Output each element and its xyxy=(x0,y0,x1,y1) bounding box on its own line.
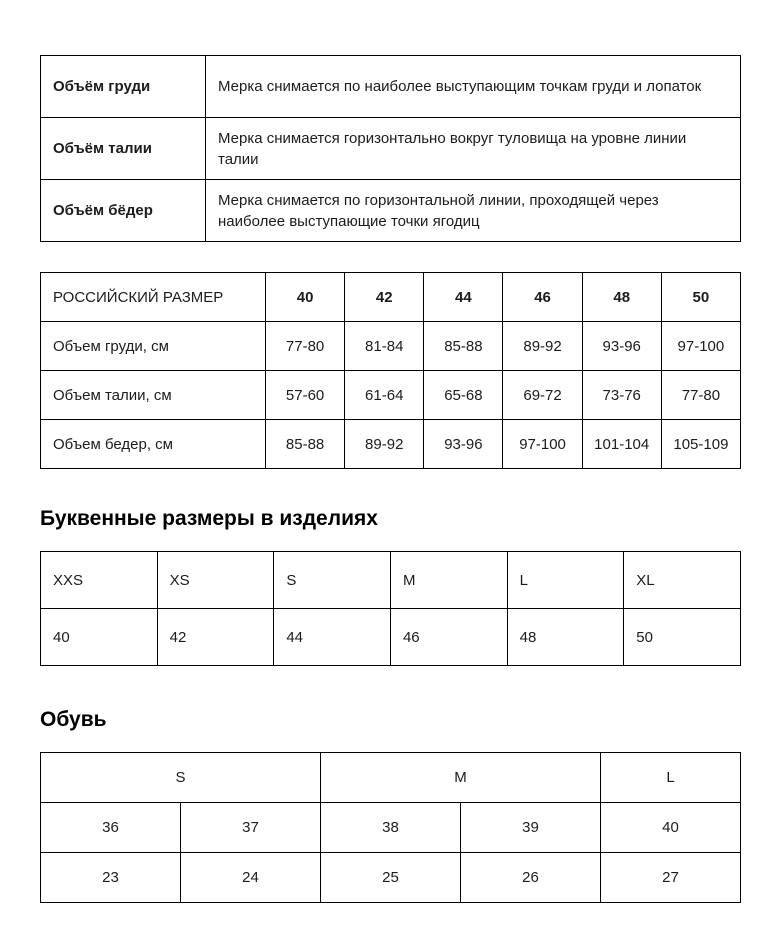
size-value: 93-96 xyxy=(582,322,661,371)
table-row xyxy=(41,322,741,371)
row-label: Объем груди, см xyxy=(41,322,266,371)
measure-description: Мерка снимается по горизонтальной линии, проходящей через наиболее выступающие точки ягодиц xyxy=(206,180,741,242)
letter-size: L xyxy=(507,552,624,609)
numeric-size: 46 xyxy=(390,609,507,666)
shoe-size-cm: 26 xyxy=(461,853,601,903)
size-value: 65-68 xyxy=(424,371,503,420)
size-column-header: 44 xyxy=(424,273,503,322)
shoe-size-eu: 37 xyxy=(181,803,321,853)
letter-size: XXS xyxy=(41,552,158,609)
size-value: 57-60 xyxy=(266,371,345,420)
letter-size: XS xyxy=(157,552,274,609)
size-table-title: РОССИЙСКИЙ РАЗМЕР xyxy=(41,273,266,322)
size-value: 61-64 xyxy=(345,371,424,420)
shoe-size-cm: 27 xyxy=(601,853,741,903)
letter-sizes-heading: Буквенные размеры в изделиях xyxy=(40,507,378,530)
numeric-size: 44 xyxy=(274,609,391,666)
letter-size-table xyxy=(40,551,741,666)
table-row xyxy=(41,803,741,853)
size-value: 101-104 xyxy=(582,420,661,469)
numeric-size: 50 xyxy=(624,609,741,666)
shoe-size-cm: 24 xyxy=(181,853,321,903)
table-header-row xyxy=(41,753,741,803)
table-row xyxy=(41,180,741,242)
letter-size: S xyxy=(274,552,391,609)
shoe-size-eu: 38 xyxy=(321,803,461,853)
numeric-size: 40 xyxy=(41,609,158,666)
size-value: 81-84 xyxy=(345,322,424,371)
size-column-header: 48 xyxy=(582,273,661,322)
size-column-header: 46 xyxy=(503,273,582,322)
row-label: Объем талии, см xyxy=(41,371,266,420)
table-row xyxy=(41,609,741,666)
shoe-size-group: M xyxy=(321,753,601,803)
size-value: 77-80 xyxy=(661,371,740,420)
measure-term: Объём груди xyxy=(41,56,206,118)
measure-term: Объём бёдер xyxy=(41,180,206,242)
measure-term: Объём талии xyxy=(41,118,206,180)
measure-description: Мерка снимается горизонтально вокруг туловища на уровне линии талии xyxy=(206,118,741,180)
shoe-size-table xyxy=(40,752,741,903)
size-value: 93-96 xyxy=(424,420,503,469)
size-column-header: 50 xyxy=(661,273,740,322)
shoe-size-cm: 23 xyxy=(41,853,181,903)
letter-size: M xyxy=(390,552,507,609)
size-value: 85-88 xyxy=(266,420,345,469)
table-header-row xyxy=(41,273,741,322)
shoe-size-group: S xyxy=(41,753,321,803)
size-value: 77-80 xyxy=(266,322,345,371)
numeric-size: 48 xyxy=(507,609,624,666)
measure-description: Мерка снимается по наиболее выступающим точкам груди и лопаток xyxy=(206,56,741,118)
shoe-size-group: L xyxy=(601,753,741,803)
size-value: 105-109 xyxy=(661,420,740,469)
size-value: 69-72 xyxy=(503,371,582,420)
shoe-size-cm: 25 xyxy=(321,853,461,903)
shoe-size-eu: 40 xyxy=(601,803,741,853)
table-row xyxy=(41,853,741,903)
shoe-size-eu: 39 xyxy=(461,803,601,853)
measurement-definitions-table xyxy=(40,55,741,242)
size-value: 97-100 xyxy=(661,322,740,371)
shoes-heading: Обувь xyxy=(40,708,107,731)
table-row xyxy=(41,420,741,469)
size-value: 73-76 xyxy=(582,371,661,420)
table-row xyxy=(41,371,741,420)
letter-size: XL xyxy=(624,552,741,609)
size-value: 89-92 xyxy=(503,322,582,371)
size-value: 89-92 xyxy=(345,420,424,469)
row-label: Объем бедер, см xyxy=(41,420,266,469)
size-value: 85-88 xyxy=(424,322,503,371)
size-column-header: 42 xyxy=(345,273,424,322)
size-column-header: 40 xyxy=(266,273,345,322)
table-row xyxy=(41,118,741,180)
shoe-size-eu: 36 xyxy=(41,803,181,853)
russian-size-table xyxy=(40,272,741,469)
numeric-size: 42 xyxy=(157,609,274,666)
table-row xyxy=(41,56,741,118)
table-header-row xyxy=(41,552,741,609)
size-value: 97-100 xyxy=(503,420,582,469)
